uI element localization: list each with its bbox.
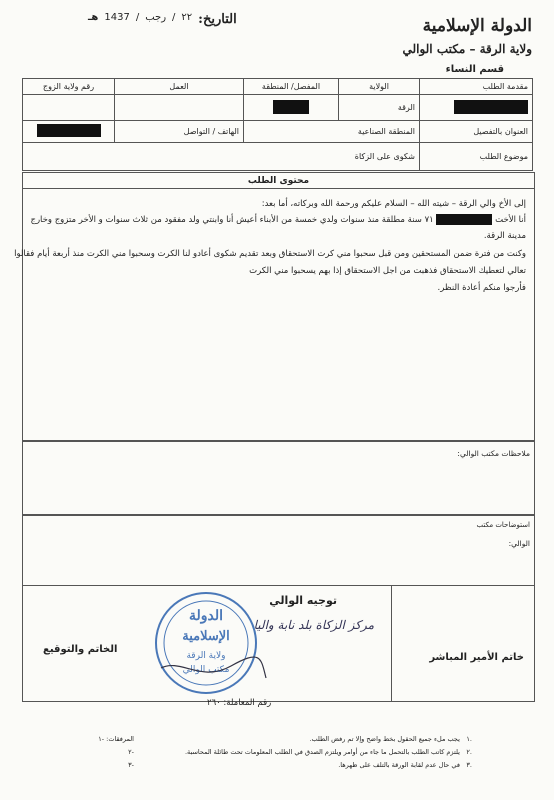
content-line-2b: ٧١ سنة مطلقة منذ سنوات ولدي خمسة من الأبناء أعيش أنا وابنتي ولد مفقود من ثلاث سنوات و الأخر متزوج وخارج	[30, 215, 434, 225]
address-value: المنطقة الصناعية	[244, 121, 420, 143]
content-title: محتوى الطلب	[22, 172, 535, 189]
footer-text-2: يلتزم كاتب الطلب بالتحمل ما جاء من أوامر ويلتزم الصدق في الطلب المعلومات تحت طائلة المحاسبة.	[184, 748, 460, 756]
content-line-3: مدينة الرقة.	[483, 231, 526, 241]
wali-direction-section	[22, 585, 535, 708]
content-line-2a: أنا الأخت	[495, 215, 526, 225]
husband-id-value	[23, 95, 115, 121]
husband-id-label: رقم ولاية الزوج	[23, 79, 115, 95]
work-value	[115, 95, 244, 121]
reference-number	[207, 698, 271, 708]
footer-num-3: .٣	[466, 761, 472, 769]
state-name: الدولة الإسلامية	[422, 16, 532, 36]
redaction-sector	[273, 100, 309, 114]
footer-num-2: .٢	[466, 748, 472, 756]
wilayah-label: الولاية	[339, 79, 420, 95]
department-name: قسم النساء	[445, 64, 504, 75]
ref-label: رقم المعاملة:	[223, 698, 272, 708]
content-line-1: إلى الأخ والي الرقة – شيته الله – السلام عليكم ورحمة الله وبركاته، أما بعد:	[261, 199, 526, 209]
redaction-applicant	[454, 100, 528, 114]
content-line-5: تعالي لتعطيك الاستحقاق فذهبت من اجل الاستحقاق إذا بهم يسحبوا مني الكرت	[249, 266, 526, 276]
footer-note-1	[309, 735, 472, 743]
official-seal-icon	[141, 588, 271, 698]
work-label: العمل	[115, 79, 244, 95]
seal-line-4: مكتب الوالي	[182, 665, 230, 675]
notes-label: ملاحظات مكتب الوالي:	[457, 449, 530, 458]
applicant-value	[420, 95, 533, 121]
wilayah-office: ولاية الرقة – مكتب الوالي	[402, 42, 532, 56]
request-content	[14, 188, 535, 442]
remarks-label-1: استوضاحات مكتب	[476, 521, 530, 529]
attachment-3: -٣	[128, 761, 134, 769]
seal-line-2: الإسلامية	[182, 629, 230, 644]
date-sep-2: /	[135, 12, 140, 23]
footer-note-2	[185, 748, 472, 756]
amir-stamp-label: خاتم الأمير المباشر	[429, 652, 524, 663]
handwritten-direction: مركز الزكاة بلد نابة واليا	[253, 618, 374, 632]
sector-value	[244, 95, 339, 121]
wali-office-remarks	[22, 514, 535, 586]
attachment-1: -١	[98, 735, 105, 743]
wilayah-value: الرقة	[339, 95, 420, 121]
attachments-block	[82, 735, 134, 769]
footer-text-3: في حال عدم لقابة الورقة بالتلف على ظهرها.	[338, 761, 460, 769]
wali-office-notes	[22, 440, 535, 516]
sector-label: المفصل/ المنطقة	[244, 79, 339, 95]
date-year: 1437	[104, 12, 130, 23]
date-sep-1: /	[172, 12, 176, 23]
seal-line-1: الدولة	[188, 608, 224, 624]
date-label: التاريخ:	[198, 12, 237, 27]
footer-num-1: .١	[466, 735, 472, 743]
wali-direction-label: توجيه الوالي	[269, 594, 337, 607]
attachments-label: المرفقات:	[106, 735, 134, 743]
remarks-label-2: الوالي:	[508, 539, 530, 548]
footer-note-3	[338, 761, 472, 769]
subject-label: موضوع الطلب	[420, 143, 533, 171]
ref-value: ٢٦٠	[207, 698, 221, 708]
phone-label: الهاتف / التواصل	[115, 121, 244, 143]
phone-value	[23, 121, 115, 143]
footer-text-1: يجب ملء جميع الحقول بخط واضح وإلا تم رفض الطلب.	[309, 735, 460, 743]
content-line-6: فأرجوا منكم أعادة النظر.	[437, 283, 526, 293]
attachment-2: -٢	[128, 748, 134, 756]
date-month: رجب	[145, 12, 167, 23]
seal-line-3: ولاية الرقة	[186, 651, 226, 661]
date-day: ٢٢	[181, 12, 193, 23]
content-line-4: وكنت من فترة ضمن المستحقين ومن قبل سحبوا مني كرت الاستحقاق وبعد تقديم شكوى أعادو لنا الكرت وسحبوا مني الكرت منذ أربعة أيام فقالوا	[14, 249, 526, 259]
request-form-table	[22, 78, 533, 171]
section-divider	[391, 586, 392, 701]
date-line	[88, 12, 237, 27]
date-suffix: هـ	[88, 12, 99, 23]
subject-value: شكوى على الزكاة	[23, 143, 420, 171]
redaction-phone	[37, 124, 101, 137]
applicant-label: مقدمة الطلب	[420, 79, 533, 95]
redaction-name	[436, 214, 492, 225]
content-line-2	[30, 214, 526, 225]
seal-signature-label: الخاتم والتوقيع	[43, 644, 118, 655]
address-label: العنوان بالتفصيل	[420, 121, 533, 143]
